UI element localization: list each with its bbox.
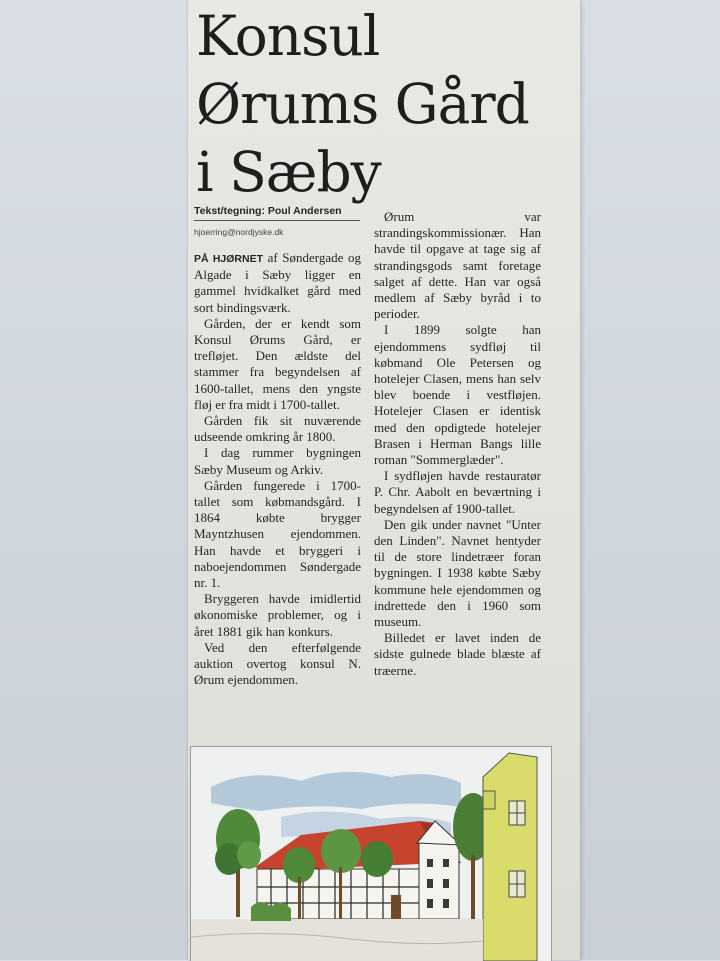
yellow-building (483, 753, 537, 961)
paragraph: Ved den efterfølgende auktion overtog konsul N. Ørum ejendommen. (194, 639, 361, 688)
paragraph: Gården fungerede i 1700-tallet som købmandsgård. I 1864 købte brygger Mayntzhusen ejendommen. Han havde et bryggeri i naboejendommen Søndergade nr. 1. (194, 477, 361, 591)
paragraph: Gården fik sit nuværende udseende omkring år 1800. (194, 413, 361, 445)
paragraph (194, 250, 361, 316)
newspaper-clipping (188, 0, 580, 960)
article-column-2 (374, 209, 541, 679)
paragraph: Ørum var strandingskommissionær. Han havde til opgave at tage sig af strandingsgods samt foretage salget af dette. Han var også medlem af Sæby byråd i to perioder. (374, 209, 541, 322)
headline-line-3: i Sæby (196, 140, 381, 204)
paragraph: I dag rummer bygningen Sæby Museum og Arkiv. (194, 445, 361, 477)
paragraph: Billedet er lavet inden de sidste gulnede blade blæste af træerne. (374, 630, 541, 678)
headline-line-1: Konsul (196, 4, 380, 68)
illustration-drawing (191, 747, 551, 961)
building-illustration (190, 746, 552, 961)
street (191, 919, 483, 961)
byline: Tekst/tegning: Poul Andersen (194, 205, 360, 221)
lead-caps: PÅ HJØRNET (194, 253, 264, 265)
headline-line-2: Ørums Gård (196, 72, 529, 136)
paragraph-text: af Søndergade og Algade i Sæby ligger en gammel hvidkalket gård med sort bindingsværk. (194, 250, 362, 315)
paragraph: Gården, der er kendt som Konsul Ørums Gård, er trefløjet. Den ældste del stammer fra begyndelsen af 1600-tallet, mens den yngste fløj er fra midt i 1700-tallet. (194, 315, 361, 412)
author-email: hjoerring@nordjyske.dk (194, 227, 284, 237)
article-headline (196, 2, 556, 206)
article-column-1 (194, 250, 361, 688)
paragraph: Den gik under navnet "Unter den Linden". Navnet hentyder til de store lindetræer foran bygningen. I 1938 købte Sæby kommune hele ejendommen og indrettede den i 1960 som museum. (374, 516, 541, 630)
paragraph: Bryggeren havde imidlertid økonomiske problemer, og i året 1881 gik han konkurs. (194, 591, 361, 639)
paragraph: I 1899 solgte han ejendommens sydfløj til købmand Ole Petersen og hotelejer Clasen, mens han selv blev boende i vestfløjen. Hotelejer Clasen er identisk med den opdigtede hotelejer Brasen i Herman Bangs lille roman "Sommerglæder". (374, 322, 541, 468)
paragraph: I sydfløjen havde restauratør P. Chr. Aabolt en beværtning i begyndelsen af 1900-tallet. (374, 468, 541, 516)
